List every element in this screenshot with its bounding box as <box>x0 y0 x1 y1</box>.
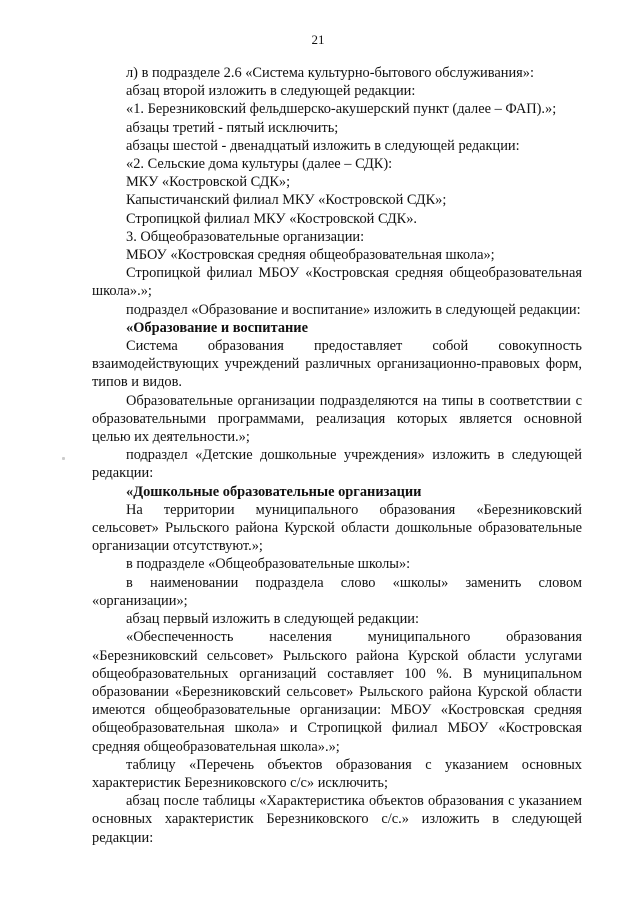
paragraph: «2. Сельские дома культуры (далее – СДК): <box>126 156 393 173</box>
paragraph: л) в подразделе 2.6 «Система культурно-бытового обслуживания»: <box>126 65 534 81</box>
document-body <box>92 64 582 847</box>
paragraph: Капыстичанский филиал МКУ «Костровской СДК»; <box>126 192 447 209</box>
paragraph: абзацы шестой - двенадцатый изложить в следующей редакции: <box>126 137 520 154</box>
paragraph: абзац после таблицы «Характеристика объектов образования с указанием основных характеристик Березниковского с/с.» изложить в следующей редакции: <box>92 793 582 846</box>
paragraph: абзац первый изложить в следующей редакции: <box>126 611 420 628</box>
paragraph: Стропицкой филиал МКУ «Костровской СДК». <box>126 210 418 227</box>
paragraph: в наименовании подраздела слово «школы» заменить словом «организации»; <box>92 574 582 609</box>
paragraph: МКУ «Костровской СДК»; <box>126 174 291 191</box>
paragraph: «Обеспеченность населения муниципального образования «Березниковский сельсовет» Рыльского района Курской области услугами общеобразовательных организаций составляет 100 %. В муниципальном образовании «Березниковский сельсовет» Рыльского района Курской области имеются общеобразовательные организации: МБОУ «Костровская средняя общеобразовательная школа» и Стропицкой филиал МБОУ «Костровская средняя общеобразовательная школа».»; <box>92 629 582 755</box>
paragraph: МБОУ «Костровская средняя общеобразовательная школа»; <box>126 247 495 264</box>
paragraph: абзац второй изложить в следующей редакции: <box>126 83 416 100</box>
paragraph: абзацы третий - пятый исключить; <box>126 119 339 136</box>
section-heading: «Образование и воспитание <box>126 319 308 336</box>
section-heading: «Дошкольные образовательные организации <box>126 483 422 500</box>
paragraph: таблицу «Перечень объектов образования с указанием основных характеристик Березниковского с/с» исключить; <box>92 756 582 791</box>
paragraph: Стропицкой филиал МБОУ «Костровская средняя общеобразовательная школа».»; <box>92 265 582 300</box>
paragraph: «1. Березниковский фельдшерско-акушерский пункт (далее – ФАП).»; <box>126 101 557 118</box>
paragraph: Образовательные организации подразделяются на типы в соответствии с образовательными программами, реализация которых является основной целью их деятельности.»; <box>92 392 582 446</box>
page-number: 21 <box>311 32 325 47</box>
paragraph: Система образования предоставляет собой совокупность взаимодействующих учреждений различных организационно-правовых форм, типов и видов. <box>92 338 582 391</box>
paragraph: На территории муниципального образования «Березниковский сельсовет» Рыльского района Курской области дошкольные образовательные организации отсутствуют.»; <box>92 501 582 555</box>
paragraph: подраздел «Образование и воспитание» изложить в следующей редакции: <box>126 301 581 318</box>
paragraph: в подразделе «Общеобразовательные школы»: <box>126 556 411 573</box>
paragraph: подраздел «Детские дошкольные учреждения» изложить в следующей редакции: <box>92 447 582 482</box>
paragraph: 3. Общеобразовательные организации: <box>126 228 365 245</box>
scan-artifact <box>62 457 65 460</box>
